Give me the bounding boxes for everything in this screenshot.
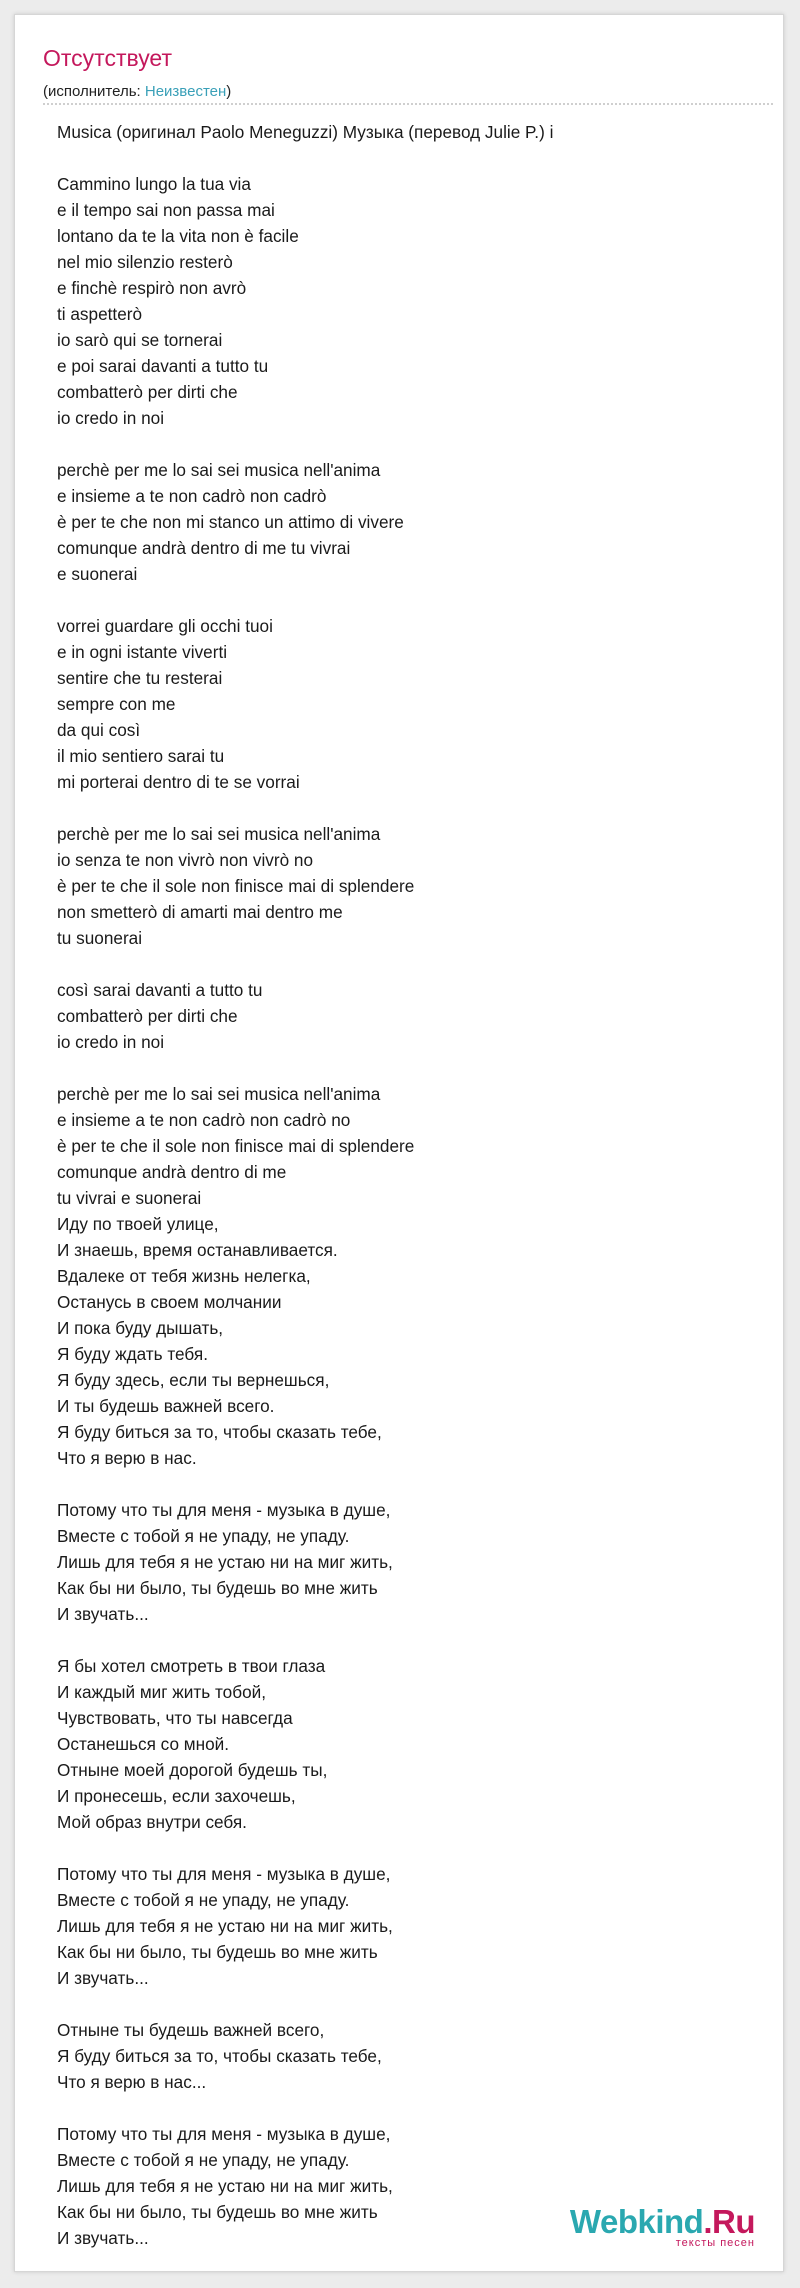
artist-link[interactable]: Неизвестен: [144, 83, 227, 100]
lyric-line: Лишь для тебя я не устаю ни на миг жить,: [57, 1552, 393, 1572]
lyric-line: [57, 951, 777, 977]
artist-prefix: (исполнитель:: [43, 83, 145, 100]
lyric-line: Вместе с тобой я не упаду, не упаду.: [57, 1890, 350, 1910]
lyric-line: Что я верю в нас...: [57, 2072, 207, 2092]
artist-line: [43, 83, 231, 100]
lyric-line: [57, 1471, 777, 1497]
lyric-line: sempre con me: [57, 694, 176, 714]
logo-tagline: тексты песен: [675, 2237, 755, 2249]
lyric-line: [57, 1627, 777, 1653]
lyric-line: combatterò per dirti che: [57, 1006, 238, 1026]
lyric-line: io credo in noi: [57, 408, 165, 428]
lyric-line: Как бы ни было, ты будешь во мне жить: [57, 1578, 378, 1598]
lyric-line: И каждый миг жить тобой,: [57, 1682, 267, 1702]
lyric-line: Потому что ты для меня - музыка в душе,: [57, 2124, 391, 2144]
content-card: [14, 14, 784, 2272]
lyric-line: Musica (оригинал Paolo Meneguzzi) Музыка (перевод Julie P.) i: [57, 122, 554, 142]
lyric-line: così sarai davanti a tutto tu: [57, 980, 263, 1000]
lyric-line: lontano da te la vita non è facile: [57, 226, 299, 246]
lyric-line: vorrei guardare gli occhi tuoi: [57, 616, 273, 636]
lyric-line: Потому что ты для меня - музыка в душе,: [57, 1500, 391, 1520]
lyric-line: tu suonerai: [57, 928, 143, 948]
lyric-line: [57, 145, 777, 171]
lyrics-block: [57, 119, 777, 2251]
lyric-line: Я буду биться за то, чтобы сказать тебе,: [57, 2046, 382, 2066]
lyric-line: e finchè respirò non avrò: [57, 278, 247, 298]
lyric-line: Я буду биться за то, чтобы сказать тебе,: [57, 1422, 382, 1442]
lyric-line: e suonerai: [57, 564, 138, 584]
lyric-line: [57, 795, 777, 821]
lyric-line: И ты будешь важней всего.: [57, 1396, 275, 1416]
lyric-line: И звучать...: [57, 1968, 149, 1988]
lyric-line: Cammino lungo la tua via: [57, 174, 251, 194]
artist-suffix: ): [226, 83, 232, 100]
lyric-line: Я бы хотел смотреть в твои глаза: [57, 1656, 326, 1676]
lyric-line: Чувствовать, что ты навсегда: [57, 1708, 293, 1728]
lyric-line: Отныне ты будешь важней всего,: [57, 2020, 325, 2040]
lyric-line: è per te che il sole non finisce mai di splendere: [57, 876, 415, 896]
lyric-line: è per te che il sole non finisce mai di splendere: [57, 1136, 415, 1156]
lyric-line: Как бы ни было, ты будешь во мне жить: [57, 2202, 378, 2222]
logo-main-text: Webkind: [569, 2203, 704, 2240]
lyric-line: perchè per me lo sai sei musica nell'anima: [57, 1084, 381, 1104]
lyric-line: io sarò qui se tornerai: [57, 330, 223, 350]
lyric-line: [57, 2095, 777, 2121]
lyric-line: Как бы ни было, ты будешь во мне жить: [57, 1942, 378, 1962]
lyric-line: ti aspetterò: [57, 304, 143, 324]
lyric-line: il mio sentiero sarai tu: [57, 746, 225, 766]
lyric-line: И пока буду дышать,: [57, 1318, 224, 1338]
lyric-line: io credo in noi: [57, 1032, 165, 1052]
lyric-line: Останусь в своем молчании: [57, 1292, 282, 1312]
lyric-line: sentire che tu resterai: [57, 668, 223, 688]
lyric-line: И звучать...: [57, 2228, 149, 2248]
lyric-line: non smetterò di amarti mai dentro me: [57, 902, 343, 922]
lyric-line: [57, 1991, 777, 2017]
lyric-line: perchè per me lo sai sei musica nell'anima: [57, 824, 381, 844]
lyric-line: da qui così: [57, 720, 141, 740]
lyric-line: Останешься со мной.: [57, 1734, 230, 1754]
lyric-line: e il tempo sai non passa mai: [57, 200, 275, 220]
lyric-line: perchè per me lo sai sei musica nell'anima: [57, 460, 381, 480]
lyric-line: Лишь для тебя я не устаю ни на миг жить,: [57, 2176, 393, 2196]
lyric-line: e insieme a te non cadrò non cadrò: [57, 486, 327, 506]
lyric-line: combatterò per dirti che: [57, 382, 238, 402]
lyric-line: comunque andrà dentro di me: [57, 1162, 287, 1182]
header-divider: [43, 103, 773, 105]
lyric-line: io senza te non vivrò non vivrò no: [57, 850, 314, 870]
lyric-line: Вместе с тобой я не упаду, не упаду.: [57, 1526, 350, 1546]
lyric-line: Вдалеке от тебя жизнь нелегка,: [57, 1266, 311, 1286]
lyric-line: Вместе с тобой я не упаду, не упаду.: [57, 2150, 350, 2170]
lyric-line: [57, 431, 777, 457]
lyric-line: [57, 587, 777, 613]
lyric-line: Я буду ждать тебя.: [57, 1344, 208, 1364]
lyric-line: mi porterai dentro di te se vorrai: [57, 772, 300, 792]
lyric-line: Отныне моей дорогой будешь ты,: [57, 1760, 328, 1780]
lyric-line: И пронесешь, если захочешь,: [57, 1786, 296, 1806]
lyric-line: nel mio silenzio resterò: [57, 252, 233, 272]
lyric-line: e in ogni istante viverti: [57, 642, 228, 662]
lyric-line: [57, 1055, 777, 1081]
lyric-line: comunque andrà dentro di me tu vivrai: [57, 538, 351, 558]
lyric-line: [57, 1835, 777, 1861]
lyric-line: Иду по твоей улице,: [57, 1214, 219, 1234]
lyric-line: Лишь для тебя я не устаю ни на миг жить,: [57, 1916, 393, 1936]
lyric-line: Что я верю в нас.: [57, 1448, 197, 1468]
lyric-line: Я буду здесь, если ты вернешься,: [57, 1370, 330, 1390]
lyric-line: tu vivrai e suonerai: [57, 1188, 202, 1208]
lyric-line: И звучать...: [57, 1604, 149, 1624]
song-title: Отсутствует: [43, 45, 172, 71]
lyric-line: Мой образ внутри себя.: [57, 1812, 247, 1832]
logo-wordmark: [570, 2205, 755, 2239]
lyric-line: И знаешь, время останавливается.: [57, 1240, 338, 1260]
lyric-line: è per te che non mi stanco un attimo di vivere: [57, 512, 404, 532]
lyric-line: e insieme a te non cadrò non cadrò no: [57, 1110, 351, 1130]
webkind-logo[interactable]: [570, 2205, 755, 2249]
lyric-line: e poi sarai davanti a tutto tu: [57, 356, 269, 376]
logo-tld: .Ru: [703, 2203, 755, 2240]
lyric-line: Потому что ты для меня - музыка в душе,: [57, 1864, 391, 1884]
